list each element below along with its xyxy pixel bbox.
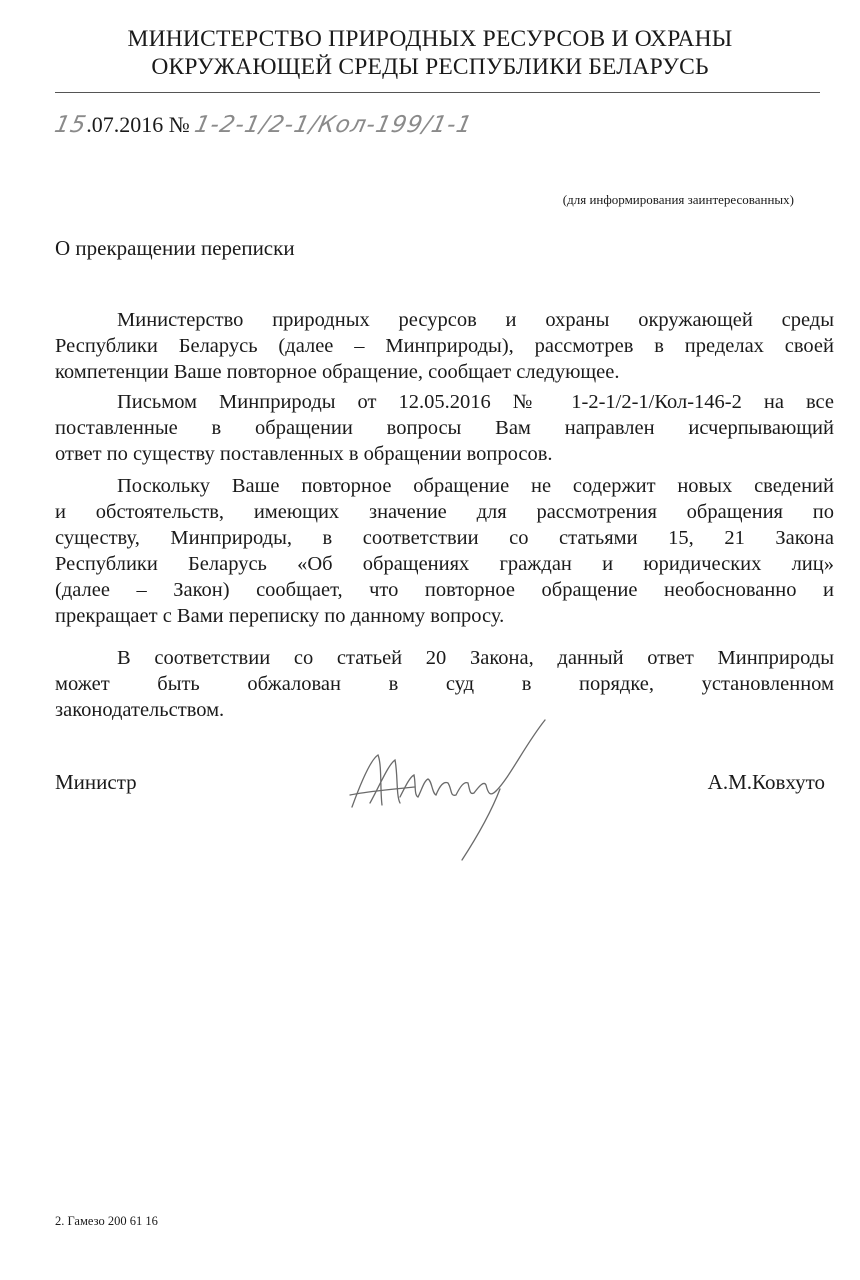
body-line: может быть обжалован в суд в порядке, установленном [55, 673, 834, 695]
body-line: Республики Беларусь «Об обращениях граждан и юридических лиц» [55, 553, 834, 575]
signatory-name: А.М.Ковхуто [707, 770, 825, 794]
signatory-title: Министр [55, 770, 137, 794]
body-line: и обстоятельств, имеющих значение для рассмотрения обращения по [55, 501, 834, 523]
addressee-note: (для информирования заинтересованных) [562, 192, 794, 207]
body-line: В соответствии со статьей 20 Закона, данный ответ Минприроды [117, 647, 834, 669]
handwritten-signature [340, 715, 560, 865]
executor-footnote: 2. Гамезо 200 61 16 [55, 1214, 158, 1228]
reference-line [52, 112, 476, 138]
body-line: ответ по существу поставленных в обращении вопросов. [55, 443, 553, 465]
ministry-header-line1: МИНИСТЕРСТВО ПРИРОДНЫХ РЕСУРСОВ И ОХРАНЫ [127, 26, 733, 52]
printed-date: .07.2016 № [86, 112, 190, 137]
body-line: (далее – Закон) сообщает, что повторное обращение необоснованно и [55, 579, 834, 601]
body-line: прекращает с Вами переписку по данному вопросу. [55, 605, 505, 627]
body-line: существу, Минприроды, в соответствии со статьями 15, 21 Закона [55, 527, 834, 549]
body-line: компетенции Ваше повторное обращение, сообщает следующее. [55, 361, 620, 383]
body-line: Министерство природных ресурсов и охраны окружающей среды [117, 309, 834, 331]
subject-line: О прекращении переписки [55, 236, 295, 260]
header-divider [55, 92, 820, 93]
body-line: законодательством. [55, 699, 225, 721]
handwritten-day: 15 [52, 112, 90, 138]
ministry-header-line2: ОКРУЖАЮЩЕЙ СРЕДЫ РЕСПУБЛИКИ БЕЛАРУСЬ [151, 54, 709, 80]
body-line: поставленные в обращении вопросы Вам направлен исчерпывающий [55, 417, 834, 439]
handwritten-number: 1-2-1/2-1/Кол-199/1-1 [192, 112, 476, 138]
body-line: Поскольку Ваше повторное обращение не содержит новых сведений [117, 475, 834, 497]
body-line: Письмом Минприроды от 12.05.2016 № 1-2-1/2-1/Кол-146-2 на все [117, 391, 834, 413]
body-line: Республики Беларусь (далее – Минприроды), рассмотрев в пределах своей [55, 335, 834, 357]
